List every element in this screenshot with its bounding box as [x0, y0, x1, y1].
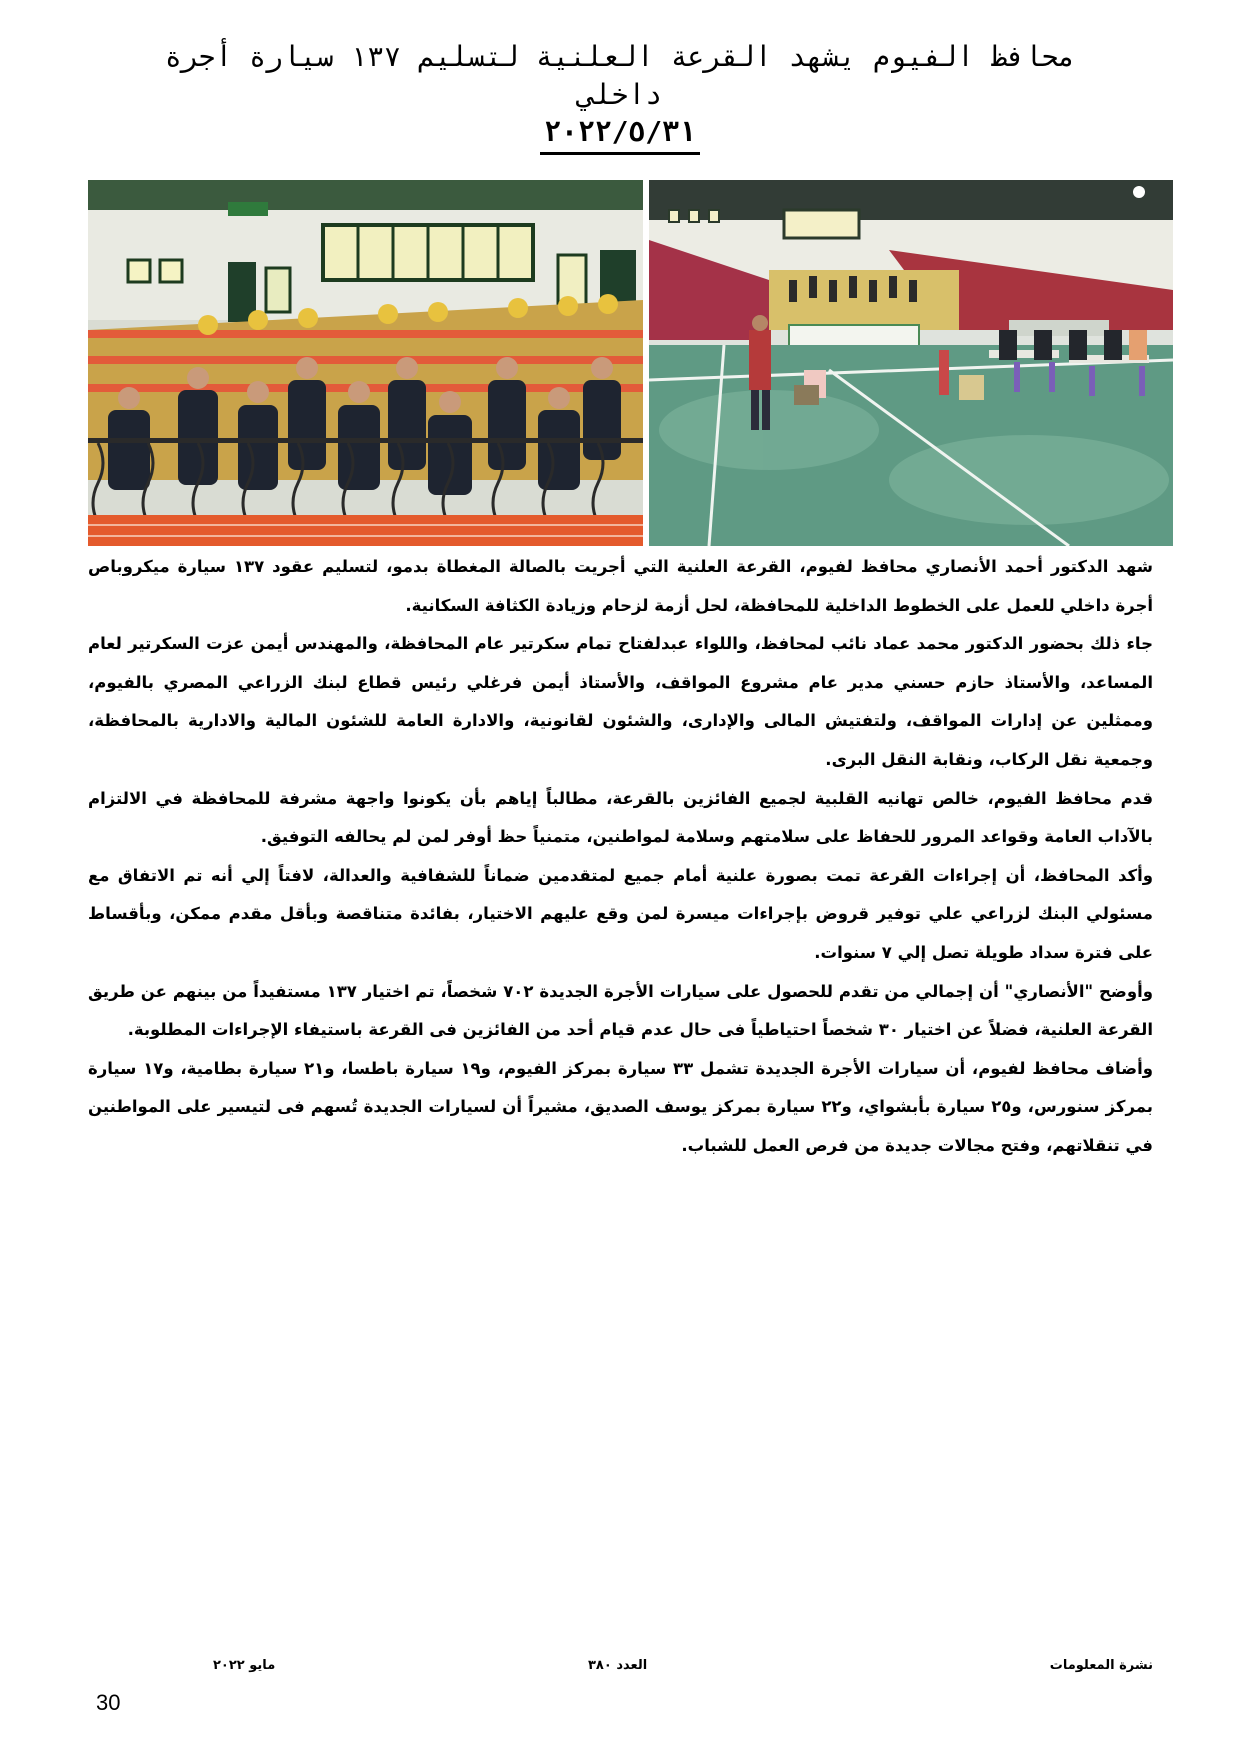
paragraph: وأوضح "الأنصاري" أن إجمالي من تقدم للحصول على سيارات الأجرة الجديدة ٧٠٢ شخصاً، تم اختيار ١٣٧ مستفيداً من بينهم عن طريق القرعة العلنية، فضلاً عن اختيار ٣٠ شخصاً احتياطياً فى حال عدم قيام أحد من الفائزين فى القرعة باستيفاء الإجراءات المطلوبة. — [88, 981, 1153, 1040]
footer-issue-date: مايو ٢٠٢٢ — [213, 1658, 276, 1673]
footer-issue-number: العدد ٣٨٠ — [588, 1658, 648, 1673]
photo-officials-stands — [88, 180, 643, 546]
article-body — [88, 548, 1153, 1166]
stands-illustration — [88, 180, 643, 546]
paragraph: جاء ذلك بحضور الدكتور محمد عماد نائب لمحافظ، واللواء عبدلفتاح تمام سكرتير عام المحافظة، والمهندس أيمن عزت السكرتير لعام المساعد، والأستاذ حازم حسني مدير عام مشروع المواقف، والأستاذ أيمن فرغلي رئيس قطاع لبنك الزراعي المصري بالفيوم، وممثلين عن إدارات المواقف، ولتفتيش المالى والإدارى، والشئون لقانونية، والادارة العامة للشئون المالية والادارية بالمحافظة، وجمعية نقل الركاب، ونقابة النقل البرى. — [88, 634, 1153, 769]
photo-row — [88, 180, 1173, 546]
page-footer — [88, 1658, 1153, 1682]
hall-illustration — [649, 180, 1173, 546]
photo-lottery-floor — [649, 180, 1173, 546]
paragraph: وأضاف محافظ لفيوم، أن سيارات الأجرة الجديدة تشمل ٣٣ سيارة بمركز الفيوم، و١٩ سيارة باطسا، و٢١ سيارة بطامية، و١٧ سيارة بمركز سنورس، و٢٥ سيارة بأبشواي، و٢٢ سيارة بمركز يوسف الصديق، مشيراً أن لسيارات الجديدة تُسهم فى لتيسير على المواطنين في تنقلاتهم، وفتح مجالات جديدة من فرص العمل للشباب. — [88, 1058, 1154, 1155]
paragraph: قدم محافظ الفيوم، خالص تهانيه القلبية لجميع الفائزين بالقرعة، مطالباً إياهم بأن يكونوا واجهة مشرفة للمحافظة في الالتزام بالآداب العامة وقواعد المرور للحفاظ على سلامتهم وسلامة لمواطنين، متمنياً حظ أوفر لمن لم يحالفه التوفيق. — [88, 788, 1153, 847]
footer-bulletin-name: نشرة المعلومات — [1049, 1658, 1153, 1673]
article-title: محافظ الفيوم يشهد القرعة العلنية لتسليم ١٣٧ سيارة أجرة داخلي — [164, 40, 1076, 111]
article-date: ٢٠٢٢/٥/٣١ — [540, 114, 700, 155]
page-number: 30 — [96, 1690, 121, 1715]
paragraph: شهد الدكتور أحمد الأنصاري محافظ لفيوم، القرعة العلنية التي أجريت بالصالة المغطاة بدمو، لتسليم عقود ١٣٧ سيارة ميكروباص أجرة داخلي للعمل على الخطوط الداخلية للمحافظة، لحل أزمة لزحام وزيادة الكثافة السكانية. — [88, 557, 1153, 615]
paragraph: وأكد المحافظ، أن إجراءات القرعة تمت بصورة علنية أمام جميع لمتقدمين ضماناً للشفافية والعدالة، لافتاً إلي أنه تم الاتفاق مع مسئولي البنك لزراعي علي توفير قروض بإجراءات ميسرة لمن وقع عليهم الاختيار، بفائدة متناقصة وبأقل مقدم ممكن، وبأقساط على فترة سداد طويلة تصل إلي ٧ سنوات. — [88, 865, 1153, 962]
title-block — [140, 38, 1100, 155]
